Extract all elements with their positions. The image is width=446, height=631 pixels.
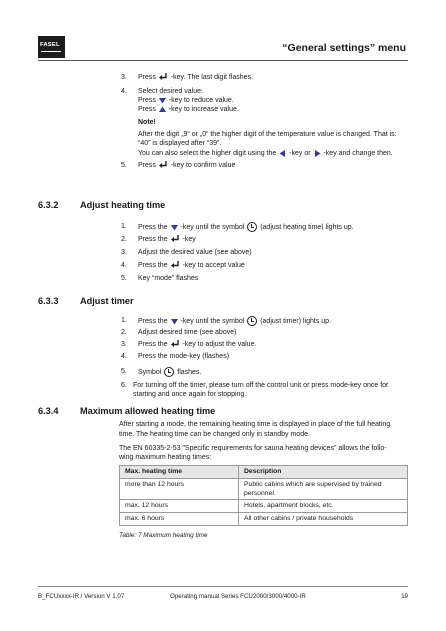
table-cell: Public cabins which are supervised by trained personnel. — [239, 479, 408, 500]
step-text-part: -key to confirm value — [168, 162, 236, 169]
step-number: 4. — [121, 353, 127, 360]
step-number: 5. — [121, 162, 127, 169]
step-number: 3. — [121, 74, 127, 81]
section-number: 6.3.2 — [38, 200, 59, 210]
enter-key-icon — [171, 340, 180, 348]
header-divider — [38, 60, 408, 61]
step-text-part: Press — [138, 162, 158, 169]
paragraph-line: After starting a mode, the remaining heating time is displayed in place of the full heating — [119, 421, 391, 428]
table-row — [120, 479, 408, 500]
step-text-part: Press the — [138, 262, 168, 269]
step-text — [138, 161, 235, 171]
paragraph-line: time. The heating time can be changed only in standby mode. — [119, 431, 310, 438]
step-text-part: -key and change then. — [321, 150, 393, 157]
step-text-part: Press the — [138, 341, 168, 348]
enter-key-icon — [171, 235, 180, 243]
note-text — [138, 149, 393, 159]
table-cell: All other cabins / private households — [239, 513, 408, 526]
section-title: Adjust timer — [80, 296, 134, 306]
step-text-part: flashes. — [177, 368, 202, 376]
step-text-part: You can also select the higher digit using the — [138, 150, 279, 157]
step-text-part: -key until the symbol — [180, 223, 245, 231]
step-text: Adjust the desired value (see above) — [138, 249, 252, 256]
section-heading — [38, 295, 134, 307]
down-arrow-key-icon — [171, 224, 178, 231]
step-text-part: Press the — [138, 223, 168, 231]
step-text-part: Press the — [138, 317, 168, 325]
step-text: Key “mode” flashes — [138, 275, 199, 282]
logo-underline — [41, 51, 61, 52]
enter-key-icon — [159, 161, 168, 169]
step-text-part: -key to accept value — [182, 262, 245, 269]
heating-time-symbol-icon — [247, 222, 257, 232]
step-number: 2. — [121, 329, 127, 336]
step-text — [138, 367, 201, 378]
down-arrow-key-icon — [159, 97, 166, 104]
step-number: 1. — [121, 317, 127, 324]
step-text — [138, 261, 245, 271]
max-heating-time-table — [119, 465, 408, 526]
step-number: 2. — [121, 236, 127, 243]
note-text: After the digit „9“ or „0“ the higher digit of the temperature value is changed. That is: — [138, 131, 397, 138]
step-text-part: -key to adjust the value. — [182, 341, 257, 348]
section-number: 6.3.4 — [38, 406, 59, 416]
footer-version: B_FCUxxxx-IR / Version V 1.07 — [38, 593, 125, 600]
table-cell: more than 12 hours — [120, 479, 239, 500]
page-header-title: “General settings” menu — [282, 42, 406, 54]
table-caption: Table: 7 Maximum heating time — [119, 532, 208, 539]
step-text — [138, 235, 196, 245]
step-number: 5. — [121, 368, 127, 375]
step-text — [138, 105, 239, 115]
step-text — [138, 340, 256, 350]
down-arrow-key-icon — [171, 318, 178, 325]
step-text-part: (adjust timer) lights up. — [260, 317, 332, 325]
step-text-part: Press — [138, 74, 158, 81]
step-text-part: Press — [138, 97, 158, 104]
timer-symbol-icon — [164, 367, 174, 377]
step-text-part: Press the — [138, 236, 168, 243]
table-cell: Hotels, apartment blocks, etc. — [239, 500, 408, 513]
column-header: Max. heating time — [120, 466, 239, 479]
step-text-part: -key or — [287, 150, 313, 157]
section-heading — [38, 405, 215, 417]
paragraph-line: The EN 60335-2-53 "Specific requirements for sauna heating devices" allows the follo- — [119, 445, 387, 452]
up-arrow-key-icon — [159, 106, 166, 113]
right-arrow-key-icon — [314, 150, 321, 157]
section-heading — [38, 199, 165, 211]
note-text: “40” is displayed after “39”. — [138, 140, 222, 147]
step-text-part: -key. The last digit flashes. — [168, 74, 254, 81]
note-label: Note! — [138, 119, 156, 126]
footer-divider — [38, 586, 408, 587]
step-text: Select desired value: — [138, 88, 203, 95]
step-text: Adjust desired time (see above) — [138, 329, 237, 336]
table-cell: max. 12 hours — [120, 500, 239, 513]
section-title: Maximum allowed heating time — [80, 406, 216, 416]
timer-symbol-icon — [247, 316, 257, 326]
enter-key-icon — [171, 261, 180, 269]
section-number: 6.3.3 — [38, 296, 59, 306]
step-text-part: Press — [138, 106, 158, 113]
table-cell: max. 6 hours — [120, 513, 239, 526]
step-text: For turning off the timer, please turn off the control unit or press mode-key once for — [133, 382, 389, 389]
section-title: Adjust heating time — [80, 200, 166, 210]
step-text-part: -key — [182, 236, 196, 243]
step-number: 4. — [121, 262, 127, 269]
step-text-part: -key to reduce value. — [166, 97, 234, 104]
step-text-part: Symbol — [138, 368, 162, 376]
step-number: 6. — [121, 382, 127, 389]
step-text-part: -key until the symbol — [180, 317, 245, 325]
step-text — [138, 73, 253, 83]
paragraph-line: wing maximum heating times: — [119, 454, 212, 461]
table-row — [120, 500, 408, 513]
table-header-row — [120, 466, 408, 479]
logo-text: FASEL — [40, 42, 60, 48]
step-text — [138, 222, 354, 233]
table-row — [120, 513, 408, 526]
column-header: Description — [239, 466, 408, 479]
step-text — [138, 316, 331, 327]
step-number: 1. — [121, 223, 127, 230]
step-text: Press the mode-key (flashes) — [138, 353, 230, 360]
left-arrow-key-icon — [279, 150, 286, 157]
step-number: 3. — [121, 341, 127, 348]
footer-manual-title: Operating manual Series FCU2000/3000/4000-IR — [170, 593, 306, 600]
step-number: 5. — [121, 275, 127, 282]
step-number: 3. — [121, 249, 127, 256]
fasel-logo — [38, 36, 65, 58]
step-text-part: -key to increase value. — [166, 106, 239, 113]
step-text-part: (adjust heating time) lights up. — [260, 223, 354, 231]
enter-key-icon — [159, 73, 168, 81]
page-number: 19 — [401, 593, 408, 600]
step-text: starting and once again for stopping. — [133, 391, 247, 398]
step-number: 4. — [121, 88, 127, 95]
